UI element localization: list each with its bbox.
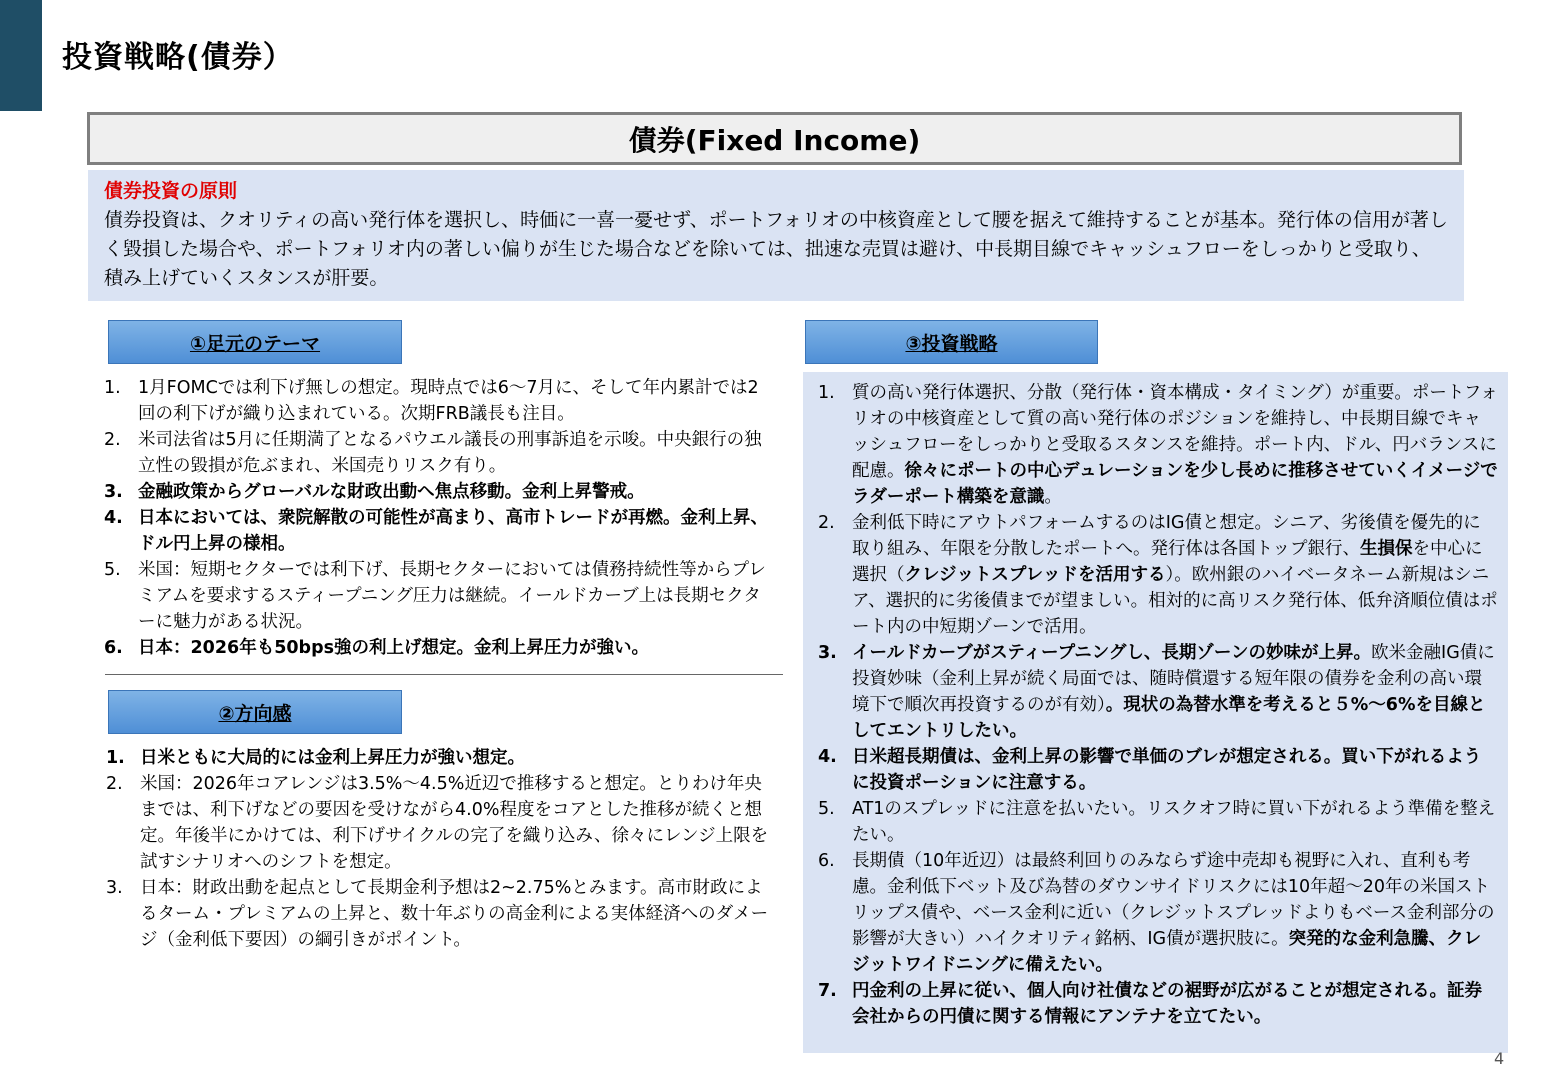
emphasis-text: 徐々にポートの中心デュレーションを少し長めに推移させていくイメージでラダーポート構築を意識	[852, 461, 1498, 507]
item-text	[852, 640, 1498, 744]
tab-direction[interactable]: ②方向感	[108, 690, 402, 734]
list-item	[104, 427, 769, 479]
text-segment: 。	[1044, 487, 1062, 507]
item-number: 5.	[104, 560, 121, 580]
list-item	[104, 505, 769, 557]
item-text: 日本：財政出動を起点として長期金利予想は2~2.75%とみます。高市財政によるターム・プレミアムの上昇と、数十年ぶりの高金利による実体経済へのダメージ（金利低下要因）の綱引きがポイント。	[140, 878, 769, 950]
item-text: 米国：短期セクターでは利下げ、長期セクターにおいては債務持続性等からプレミアムを要求するスティープニング圧力は継続。イールドカーブ上は長期セクターに魅力がある状況。	[138, 560, 766, 632]
list-item	[106, 875, 771, 953]
list-item	[818, 978, 1498, 1030]
item-number: 5.	[818, 799, 835, 819]
item-number: 3.	[104, 482, 123, 502]
page-title: 投資戦略(債券）	[62, 40, 294, 75]
item-text: 日本においては、衆院解散の可能性が高まり、高市トレードが再燃。金利上昇、ドル円上昇の様相。	[138, 508, 768, 554]
item-number: 7.	[818, 981, 837, 1001]
list-item	[104, 557, 769, 635]
item-text: 1月FOMCでは利下げ無しの想定。現時点では6～7月に、そして年内累計では2回の利下げが織り込まれている。次期FRB議長も注目。	[138, 378, 759, 424]
text-segment: 長期債（10年近辺）は最終利回りのみならず途中売却も視野に入れ、直利も考慮。金利低下ベット及び為替のダウンサイドリスクには10年超～20年の米国ストリップス債や、ベース金利に近い（クレジットスプレッドよりもベース金利部分の影響が大きい）ハイクオリティ銘柄、IG債が選択肢に。	[852, 851, 1495, 949]
list-item	[106, 745, 771, 771]
list-item	[818, 380, 1498, 510]
item-text: AT1のスプレッドに注意を払いたい。リスクオフ時に買い下がれるよう準備を整えたい。	[852, 799, 1496, 845]
list-item	[104, 635, 769, 661]
emphasis-text: 。現状の為替水準を考えると５%～6%を目線としてエントリしたい。	[852, 695, 1486, 741]
item-text: 日本：2026年も50bps強の利上げ想定。金利上昇圧力が強い。	[138, 638, 650, 658]
page-number: 4	[1494, 1049, 1505, 1068]
text-segment: 質の高い発行体選択、分散（発行体・資本構成・タイミング）が重要。ポートフォリオの中核資産として質の高い発行体のポジションを維持し、中長期目線でキャッシュフローをしっかりと受取るスタンスを維持。ポート内、ドル、円バランスに配慮。	[852, 383, 1498, 481]
list-item	[106, 771, 771, 875]
item-number: 2.	[818, 513, 835, 533]
item-text: 米国：2026年コアレンジは3.5%～4.5%近辺で推移すると想定。とりわけ年央までは、利下げなどの要因を受けながら4.0%程度をコアとした推移が続くと想定。年後半にかけては、利下げサイクルの完了を織り込み、徐々にレンジ上限を試すシナリオへのシフトを想定。	[140, 774, 769, 872]
item-number: 4.	[104, 508, 123, 528]
item-number: 3.	[818, 643, 837, 663]
item-number: 2.	[104, 430, 121, 450]
list-item	[818, 640, 1498, 744]
list-item	[818, 848, 1498, 978]
list-item	[818, 796, 1498, 848]
direction-list	[106, 745, 771, 953]
item-number: 4.	[818, 747, 837, 767]
item-number: 3.	[106, 878, 123, 898]
text-segment: 欧米金融IG債に投資妙味（金利上昇が続く局面では、随時償還する短年限の債券を金利の高い環境下で順次再投資するのが有効）	[852, 643, 1495, 715]
item-text	[852, 510, 1498, 640]
strategy-list	[818, 380, 1498, 1030]
item-number: 2.	[106, 774, 123, 794]
title-accent-bar	[0, 0, 42, 111]
item-number: 1.	[106, 748, 125, 768]
item-text: 円金利の上昇に従い、個人向け社債などの裾野が広がることが想定される。証券会社からの円債に関する情報にアンテナを立てたい。	[852, 981, 1482, 1027]
list-item	[818, 510, 1498, 640]
item-text: 日米ともに大局的には金利上昇圧力が強い想定。	[140, 748, 525, 768]
item-number: 1.	[818, 383, 835, 403]
list-item	[104, 375, 769, 427]
list-item	[818, 744, 1498, 796]
emphasis-text: クレジットスプレッドを活用する	[904, 565, 1166, 585]
list-item	[104, 479, 769, 505]
item-text: 金融政策からグローバルな財政出動へ焦点移動。金利上昇警戒。	[138, 482, 645, 502]
item-number: 1.	[104, 378, 121, 398]
emphasis-text: 突発的な金利急騰、クレジットワイドニングに備えたい。	[852, 929, 1482, 975]
tab-themes[interactable]: ①足元のテーマ	[108, 320, 402, 364]
section-divider	[105, 674, 783, 675]
tab-strategy[interactable]: ③投資戦略	[805, 320, 1098, 364]
item-number: 6.	[818, 851, 835, 871]
themes-list	[104, 375, 769, 661]
principle-body: 債券投資は、クオリティの高い発行体を選択し、時価に一喜一憂せず、ポートフォリオの中核資産として腰を据えて維持することが基本。発行体の信用が著しく毀損した場合や、ポートフォリオ内の著しい偏りが生じた場合などを除いては、拙速な売買は避け、中長期目線でキャッシュフローをしっかりと受取り、積み上げていくスタンスが肝要。	[104, 209, 1448, 289]
section-header: 債券(Fixed Income)	[87, 112, 1462, 165]
text-segment: ）。欧州銀のハイベータネーム新規はシニア、選択的に劣後債までが望ましい。相対的に高リスク発行体、低弁済順位債はポート内の中短期ゾーンで活用。	[852, 565, 1498, 637]
emphasis-text: 生損保	[1360, 539, 1413, 559]
emphasis-text: イールドカーブがスティープニングし、長期ゾーンの妙味が上昇。	[852, 643, 1372, 663]
text-segment: を中心に選択（	[852, 539, 1483, 585]
item-text: 米司法省は5月に任期満了となるパウエル議長の刑事訴追を示唆。中央銀行の独立性の毀損が危ぶまれ、米国売りリスク有り。	[138, 430, 762, 476]
principle-heading: 債券投資の原則	[104, 180, 238, 202]
item-text: 日米超長期債は、金利上昇の影響で単価のブレが想定される。買い下がれるように投資ポーションに注意する。	[852, 747, 1482, 793]
item-number: 6.	[104, 638, 123, 658]
item-text	[852, 848, 1498, 978]
principle-box	[88, 170, 1464, 301]
item-text	[852, 380, 1498, 510]
text-segment: 金利低下時にアウトパフォームするのはIG債と想定。シニア、劣後債を優先的に取り組み、年限を分散したポートへ。発行体は各国トップ銀行、	[852, 513, 1481, 559]
